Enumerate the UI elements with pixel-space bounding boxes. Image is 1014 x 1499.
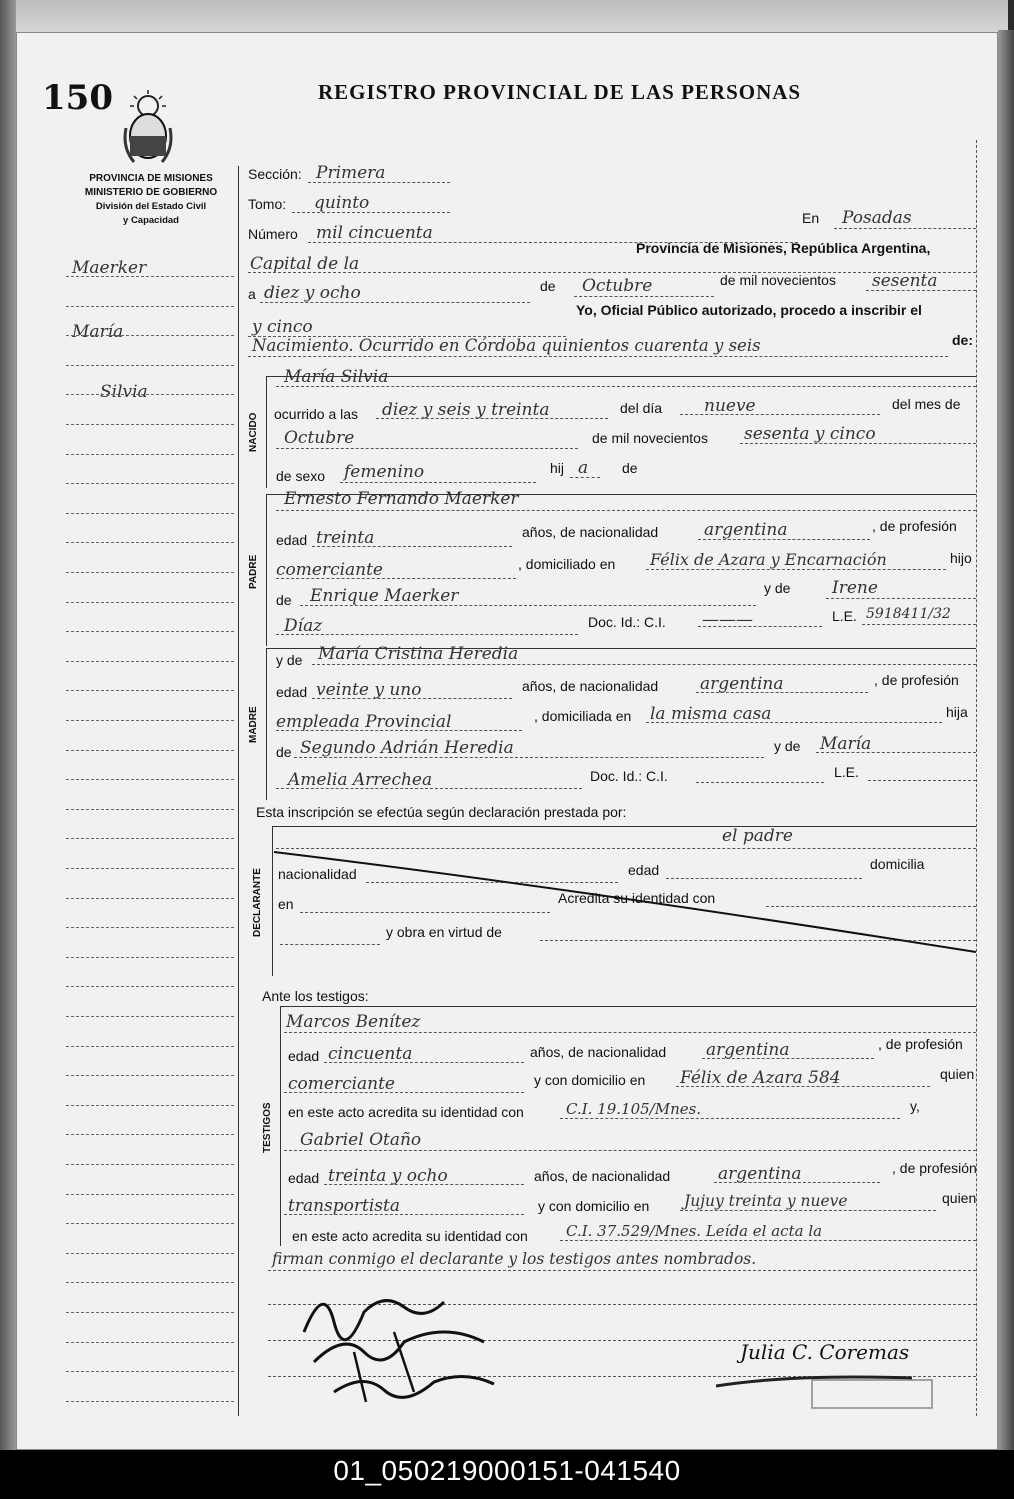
mother-age: veinte y uno — [316, 680, 422, 700]
margin-surname: Maerker — [72, 258, 147, 278]
margin-ruled-line — [66, 306, 234, 307]
mother-name: María Cristina Heredia — [318, 644, 519, 664]
witness2-age-label: edad — [288, 1170, 320, 1186]
year-prefix: de mil novecientos — [720, 272, 836, 288]
year-value: sesenta — [872, 271, 938, 291]
son-label: hijo — [950, 550, 972, 566]
margin-ruled-line — [66, 276, 234, 277]
province-label: PROVINCIA DE MISIONES — [89, 173, 213, 184]
day-value: diez y ocho — [264, 283, 361, 303]
father-domicile: Félix de Azara y Encarnación — [650, 550, 887, 569]
padre-tag: PADRE — [248, 554, 259, 590]
mother-le-label: L.E. — [834, 764, 859, 780]
witness1-nationality: argentina — [706, 1040, 790, 1060]
witness2-nationality: argentina — [718, 1164, 802, 1184]
mother-profession-label: , de profesión — [874, 672, 959, 688]
and-of-label: y de — [764, 580, 791, 596]
birth-year: sesenta y cinco — [744, 424, 876, 444]
division-label: División del Estado Civil — [95, 201, 207, 212]
margin-ruled-line — [66, 1282, 234, 1283]
de-colon: de: — [952, 332, 973, 348]
birth-time: diez y seis y treinta — [382, 400, 550, 420]
ministry-block — [66, 172, 236, 228]
place-value: Posadas — [842, 208, 912, 228]
province-country: Provincia de Misiones, República Argentina, — [636, 240, 931, 256]
number-label: Número — [248, 226, 298, 242]
witnesses-label: Ante los testigos: — [262, 988, 369, 1004]
margin-ruled-line — [66, 513, 234, 514]
margin-ruled-line — [66, 335, 234, 336]
mother-nationality: argentina — [700, 674, 784, 694]
closing-statement: firman conmigo el declarante y los testigos antes nombrados. — [272, 1250, 757, 1268]
margin-ruled-line — [66, 1312, 234, 1313]
margin-divider — [238, 166, 239, 1416]
a-label: a — [248, 286, 256, 302]
stamp-drawing — [712, 1366, 942, 1410]
declaration-label: Esta inscripción se efectúa según declaración prestada por: — [256, 804, 627, 820]
witness1-nationality-label: años, de nacionalidad — [530, 1044, 667, 1060]
margin-ruled-line — [66, 542, 234, 543]
margin-ruled-line — [66, 1253, 234, 1254]
margin-ruled-line — [66, 631, 234, 632]
sex-value: femenino — [344, 462, 425, 482]
margin-ruled-line — [66, 1342, 234, 1343]
archive-reference: 01_050219000151-041540 — [0, 1450, 1014, 1499]
child-name: María Silvia — [284, 367, 389, 387]
father-name: Ernesto Fernando Maerker — [284, 489, 519, 509]
witness2-profession: transportista — [288, 1196, 400, 1216]
margin-ruled-line — [66, 1105, 234, 1106]
margin-ruled-line — [66, 957, 234, 958]
witness2-domicile-label: y con domicilio en — [538, 1198, 650, 1214]
maternal-grandmother: María — [820, 734, 872, 754]
sex-label: de sexo — [276, 468, 326, 484]
margin-ruled-line — [66, 690, 234, 691]
mother-domicile: la misma casa — [650, 704, 772, 724]
margin-ruled-line — [66, 1223, 234, 1224]
decl-identity-label: Acredita su identidad con — [558, 890, 716, 906]
number-value: mil cincuenta — [316, 223, 433, 243]
mother-nationality-label: años, de nacionalidad — [522, 678, 659, 694]
witness1-age-label: edad — [288, 1048, 320, 1064]
document-title: REGISTRO PROVINCIAL DE LAS PERSONAS — [318, 80, 802, 104]
child-of-label: hij — [550, 460, 565, 476]
margin-ruled-line — [66, 1016, 234, 1017]
testigos-tag: TESTIGOS — [262, 1102, 273, 1154]
child-suffix: a — [578, 458, 589, 478]
witness2-domicile: Jujuy treinta y nueve — [684, 1192, 848, 1210]
birth-month: Octubre — [284, 428, 355, 448]
ministry-label: MINISTERIO DE GOBIERNO — [84, 187, 218, 198]
birth-year-label: de mil novecientos — [592, 430, 708, 446]
mother-and-of-2: y de — [774, 738, 801, 754]
margin-ruled-line — [66, 661, 234, 662]
witness2-age: treinta y ocho — [328, 1166, 448, 1186]
margin-ruled-line — [66, 1371, 234, 1372]
witness2-nationality-label: años, de nacionalidad — [534, 1168, 671, 1184]
witness2-identity-label: en este acto acredita su identidad con — [292, 1228, 528, 1244]
margin-ruled-line — [66, 1194, 234, 1195]
daughter-label: hija — [946, 704, 968, 720]
father-nationality: argentina — [704, 520, 788, 540]
margin-ruled-line — [66, 779, 234, 780]
madre-tag: MADRE — [248, 706, 259, 744]
margin-ruled-line — [66, 898, 234, 899]
mother-and-of-label: y de — [276, 652, 303, 668]
witness1-name: Marcos Benítez — [286, 1012, 421, 1032]
margin-ruled-line — [66, 602, 234, 603]
decl-age-label: edad — [628, 862, 660, 878]
margin-ruled-line — [66, 838, 234, 839]
father-nationality-label: años, de nacionalidad — [522, 524, 659, 540]
margin-ruled-line — [66, 1134, 234, 1135]
nacido-tag: NACIDO — [248, 412, 259, 452]
coat-of-arms-icon — [120, 88, 176, 168]
father-age: treinta — [316, 528, 375, 548]
margin-ruled-line — [66, 572, 234, 573]
witness1-and: y, — [910, 1098, 920, 1114]
official-signature: Julia C. Coremas — [740, 1340, 910, 1364]
decl-nationality-label: nacionalidad — [278, 866, 357, 882]
father-age-label: edad — [276, 532, 308, 548]
father-parent-of-label: de — [276, 592, 292, 608]
witness2-id: C.I. 37.529/Mnes. Leída el acta la — [566, 1222, 823, 1240]
margin-ruled-line — [66, 1075, 234, 1076]
witness1-domicile: Félix de Azara 584 — [680, 1068, 841, 1088]
page-right-edge — [998, 30, 1014, 1450]
margin-ruled-line — [66, 720, 234, 721]
margin-ruled-line — [66, 868, 234, 869]
year-continued: y cinco — [252, 317, 313, 337]
margin-ruled-line — [66, 483, 234, 484]
witness1-age: cincuenta — [328, 1044, 413, 1064]
cancel-stroke — [272, 848, 978, 954]
margin-second-name: Silvia — [100, 382, 148, 402]
margin-first-name: María — [72, 322, 124, 342]
father-doc-label: Doc. Id.: C.I. — [588, 614, 666, 630]
paternal-grandmother: Irene — [832, 578, 878, 598]
margin-ruled-line — [66, 1401, 234, 1402]
declarante-tag: DECLARANTE — [252, 868, 263, 938]
father-le-label: L.E. — [832, 608, 857, 624]
father-domicile-label: , domiciliado en — [518, 556, 616, 572]
decl-domicile-label: domicilia — [870, 856, 925, 872]
of-label: de — [622, 460, 638, 476]
tome-label: Tomo: — [248, 196, 287, 212]
witness1-profession: comerciante — [288, 1074, 395, 1094]
maternal-grandfather: Segundo Adrián Heredia — [300, 738, 514, 758]
month-of-label: del mes de — [892, 396, 961, 412]
margin-ruled-line — [66, 365, 234, 366]
mother-parent-of-label: de — [276, 744, 292, 760]
grandmother-surname: Díaz — [284, 616, 323, 636]
month-value: Octubre — [582, 276, 653, 296]
father-ci: ——— — [702, 610, 753, 630]
decl-in-label: en — [278, 896, 294, 912]
mother-doc-label: Doc. Id.: C.I. — [590, 768, 668, 784]
witness1-domicile-label: y con domicilio en — [534, 1072, 646, 1088]
witness1-profession-label: , de profesión — [878, 1036, 963, 1052]
place-detail: Capital de la — [250, 254, 360, 274]
decl-virtue-label: y obra en virtud de — [386, 924, 502, 940]
en-label: En — [802, 210, 820, 226]
signatures-drawing — [294, 1272, 524, 1412]
folio-number: 150 — [42, 78, 113, 118]
witness2-profession-label: , de profesión — [892, 1160, 977, 1176]
margin-ruled-line — [66, 809, 234, 810]
mother-age-label: edad — [276, 684, 308, 700]
father-profession: comerciante — [276, 560, 383, 580]
paternal-grandfather: Enrique Maerker — [310, 586, 459, 606]
margin-ruled-line — [66, 1046, 234, 1047]
officer-statement: Yo, Oficial Público autorizado, procedo a inscribir el — [576, 302, 922, 318]
witness2-who-label: quien — [942, 1190, 977, 1206]
section-value: Primera — [316, 163, 386, 183]
maternal-grandmother-surname: Amelia Arrechea — [288, 770, 433, 790]
declarant-value: el padre — [722, 826, 793, 846]
witness2-name: Gabriel Otaño — [300, 1130, 422, 1150]
father-le: 5918411/32 — [866, 606, 951, 622]
de-label: de — [540, 278, 556, 294]
margin-ruled-line — [66, 1164, 234, 1165]
tome-value: quinto — [314, 193, 370, 213]
day-of-label: del día — [620, 400, 663, 416]
margin-ruled-line — [66, 424, 234, 425]
witness1-identity-label: en este acto acredita su identidad con — [288, 1104, 524, 1120]
section-label: Sección: — [248, 166, 302, 182]
margin-ruled-line — [66, 986, 234, 987]
father-profession-label: , de profesión — [872, 518, 957, 534]
right-margin-line — [976, 140, 977, 1416]
division-label-2: y Capacidad — [123, 215, 179, 226]
book-spine — [0, 0, 16, 1450]
margin-ruled-line — [66, 454, 234, 455]
margin-ruled-line — [66, 750, 234, 751]
mother-domicile-label: , domiciliada en — [534, 708, 632, 724]
witness1-who-label: quien — [940, 1066, 975, 1082]
witness1-id: C.I. 19.105/Mnes. — [566, 1100, 702, 1118]
margin-ruled-line — [66, 394, 234, 395]
record-description: Nacimiento. Ocurrido en Córdoba quinientos cuarenta y seis — [252, 336, 761, 355]
margin-ruled-line — [66, 927, 234, 928]
occurred-label: ocurrido a las — [274, 406, 359, 422]
mother-profession: empleada Provincial — [276, 712, 452, 732]
birth-day: nueve — [704, 396, 756, 416]
